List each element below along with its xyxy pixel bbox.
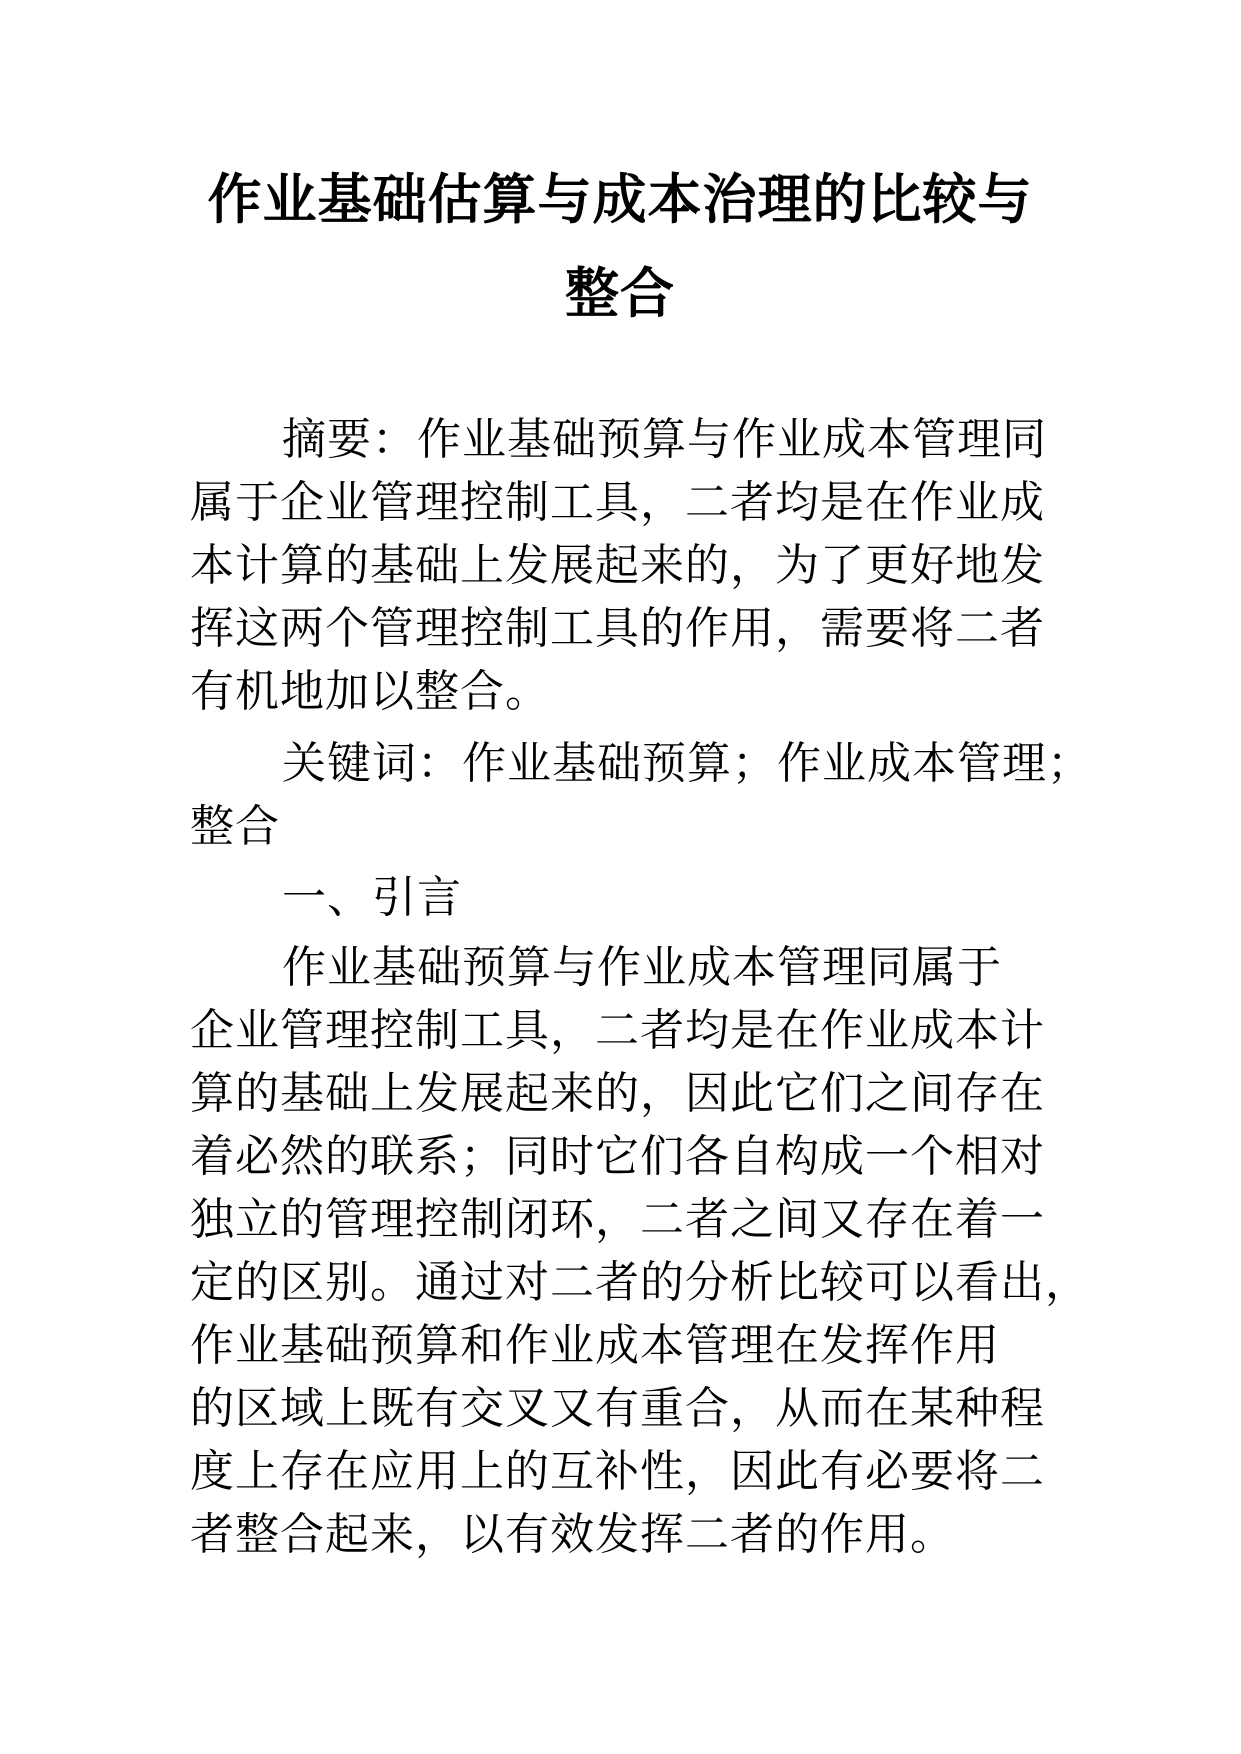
- paragraph-line: 企业管理控制工具，二者均是在作业成本计: [190, 1005, 1045, 1056]
- title-line-1: 作业基础估算与成本治理的比较与: [207, 168, 1033, 231]
- paragraph-line: 的区域上既有交叉又有重合，从而在某种程: [190, 1383, 1045, 1434]
- section-heading: 一、引言: [282, 872, 462, 923]
- abstract-line: 有机地加以整合。: [190, 666, 550, 717]
- paragraph-line: 作业基础预算和作业成本管理在发挥作用: [190, 1320, 1000, 1371]
- paragraph-line: 算的基础上发展起来的，因此它们之间存在: [190, 1068, 1045, 1119]
- abstract-line: 属于企业管理控制工具，二者均是在作业成: [190, 477, 1045, 528]
- abstract-line: 摘要：作业基础预算与作业成本管理同: [282, 414, 1047, 465]
- abstract-line: 本计算的基础上发展起来的，为了更好地发: [190, 540, 1045, 591]
- paragraph-line: 作业基础预算与作业成本管理同属于: [282, 942, 1002, 993]
- keywords-line: 整合: [190, 801, 280, 852]
- paragraph-line: 定的区别。通过对二者的分析比较可以看出，: [190, 1257, 1090, 1308]
- paragraph-line: 独立的管理控制闭环，二者之间又存在着一: [190, 1194, 1045, 1245]
- paragraph-line: 着必然的联系；同时它们各自构成一个相对: [190, 1131, 1045, 1182]
- paragraph-line: 者整合起来，以有效发挥二者的作用。: [190, 1509, 955, 1560]
- abstract-line: 挥这两个管理控制工具的作用，需要将二者: [190, 603, 1045, 654]
- keywords-line: 关键词：作业基础预算；作业成本管理；: [282, 738, 1092, 789]
- title-line-2: 整合: [565, 262, 675, 325]
- paragraph-line: 度上存在应用上的互补性，因此有必要将二: [190, 1446, 1045, 1497]
